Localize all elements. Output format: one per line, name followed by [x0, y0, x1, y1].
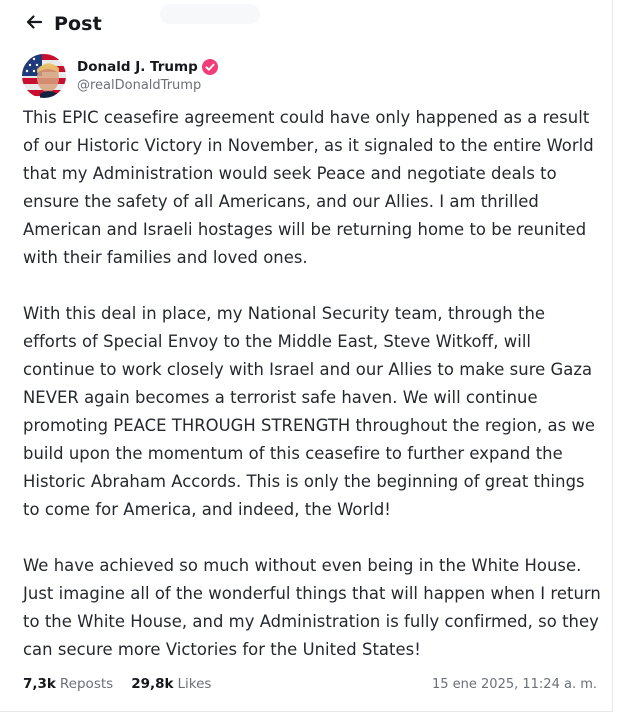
- post-author: [22, 54, 218, 98]
- back-button[interactable]: [22, 12, 46, 36]
- author-name-row: [77, 59, 218, 75]
- post-timestamp: 15 ene 2025, 11:24 a. m.: [431, 676, 597, 692]
- post-footer: [23, 673, 597, 695]
- author-handle[interactable]: @realDonaldTrump: [77, 78, 202, 93]
- page-title: Post: [54, 13, 102, 35]
- post-paragraph: With this deal in place, my National Security team, through the efforts of Special Envoy to the Middle East, Steve Witkoff, will continue to work closely with Israel and our Allies to make sure Gaza NEVER again becomes a terrorist safe haven. We will continue promoting PEACE THROUGH STRENGTH throughout the region, as we build upon the momentum of this ceasefire to further expand the Historic Abraham Accords. This is only the beginning of great things to come for America, and indeed, the World!: [23, 304, 596, 519]
- page-header: [22, 10, 102, 38]
- post-paragraph: We have achieved so much without even being in the White House. Just imagine all of the wonderful things that will happen when I return to the White House, and my Administration is fully confirmed, so they can secure more Victories for the United States!: [23, 556, 601, 659]
- likes-stat[interactable]: [131, 676, 211, 692]
- author-info: [77, 59, 218, 93]
- reposts-stat[interactable]: [23, 676, 113, 692]
- verified-badge-icon: [202, 59, 218, 75]
- likes-label: Likes: [177, 676, 212, 692]
- reposts-count: 7,3k: [23, 676, 56, 692]
- post-body: [23, 104, 603, 664]
- post-paragraph: This EPIC ceasefire agreement could have only happened as a result of our Historic Victory in November, as it signaled to the entire World that my Administration would seek Peace and negotiate deals to ensure the safety of all Americans, and our Allies. I am thrilled American and Israeli hostages will be returning home to be reunited with their families and loved ones.: [23, 108, 594, 267]
- arrow-left-icon: [24, 12, 44, 36]
- avatar[interactable]: [22, 54, 66, 98]
- likes-count: 29,8k: [131, 676, 174, 692]
- reposts-label: Reposts: [59, 676, 114, 692]
- author-display-name[interactable]: Donald J. Trump: [77, 59, 198, 75]
- faded-background-element: [160, 4, 260, 24]
